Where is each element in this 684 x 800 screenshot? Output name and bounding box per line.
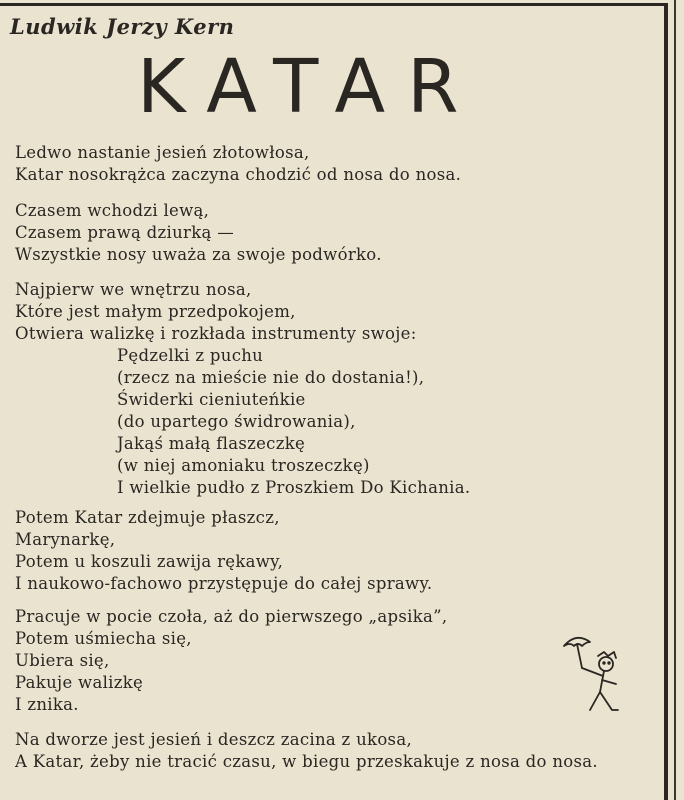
poem-line: Które jest małym przedpokojem, <box>15 302 296 321</box>
poem-line: Ubiera się, <box>15 651 110 670</box>
stanza-2 <box>15 200 382 266</box>
poem-line: Otwiera walizkę i rozkłada instrumenty swoje: <box>15 324 417 343</box>
poem-line: Wszystkie nosy uważa za swoje podwórko. <box>15 245 382 264</box>
poem-line: Potem uśmiecha się, <box>15 629 192 648</box>
poem-line: Pracuje w pocie czoła, aż do pierwszego „apsika”, <box>15 607 448 626</box>
poem-line-indented: Świderki cieniuteńkie <box>117 390 306 409</box>
poem-line: Pakuje walizkę <box>15 673 144 692</box>
stanza-1 <box>15 142 461 186</box>
poem-line: Potem Katar zdejmuje płaszcz, <box>15 508 280 527</box>
stanza-4 <box>15 507 432 595</box>
poem-line-indented: Jakąś małą flaszeczkę <box>117 434 306 453</box>
poem-line-indented: (do upartego świdrowania), <box>117 412 356 431</box>
poem-line: I znika. <box>15 695 79 714</box>
poem-line-indented: Pędzelki z puchu <box>117 346 264 365</box>
poem-title: KATAR <box>137 44 481 130</box>
poem-line: Czasem prawą dziurką — <box>15 223 234 242</box>
stanza-5 <box>15 606 447 716</box>
umbrella-figure-icon <box>560 630 630 724</box>
stanza-6 <box>15 729 598 773</box>
poem-line: Czasem wchodzi lewą, <box>15 201 210 220</box>
poem-line: Marynarkę, <box>15 530 116 549</box>
right-outer-rule <box>674 0 676 800</box>
author-name: Ludwik Jerzy Kern <box>10 14 235 39</box>
poem-line-indented: (rzecz na mieście nie do dostania!), <box>117 368 425 387</box>
right-border-rule <box>664 3 668 800</box>
top-border-rule <box>0 3 668 6</box>
poem-line: A Katar, żeby nie tracić czasu, w biegu przeskakuje z nosa do nosa. <box>15 752 598 771</box>
stanza-3 <box>15 279 470 499</box>
poem-line: Katar nosokrążca zaczyna chodzić od nosa do nosa. <box>15 165 462 184</box>
poem-line: Ledwo nastanie jesień złotowłosa, <box>15 143 310 162</box>
poem-line-indented: (w niej amoniaku troszeczkę) <box>117 456 370 475</box>
poem-line-indented: I wielkie pudło z Proszkiem Do Kichania. <box>117 478 471 497</box>
poem-line: Najpierw we wnętrzu nosa, <box>15 280 252 299</box>
poem-line: Potem u koszuli zawija rękawy, <box>15 552 284 571</box>
poem-line: I naukowo-fachowo przystępuje do całej sprawy. <box>15 574 433 593</box>
poem-line: Na dworze jest jesień i deszcz zacina z ukosa, <box>15 730 413 749</box>
